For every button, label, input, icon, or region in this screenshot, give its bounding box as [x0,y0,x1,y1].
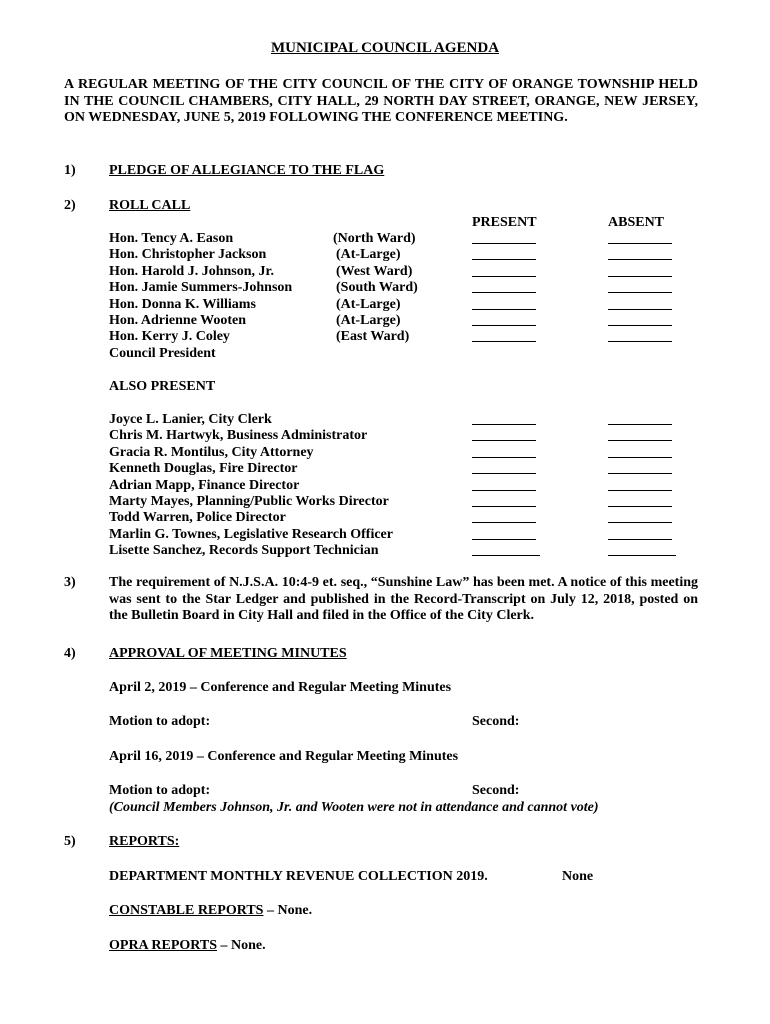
motion-label: Motion to adopt: [109,783,211,798]
present-blank-line [472,461,536,474]
staff-name: Kenneth Douglas, Fire Director [109,461,298,477]
present-blank-line [472,297,536,310]
present-column-header: PRESENT [472,215,537,230]
constable-reports [109,903,312,920]
opra-reports [109,938,266,955]
council-president-label: Council President [109,346,216,361]
present-blank-line [472,428,536,441]
item-number-4: 4) [64,646,76,661]
absent-blank-line [608,264,672,277]
staff-name: Joyce L. Lanier, City Clerk [109,412,272,427]
council-member-ward: (South Ward) [336,280,418,296]
council-member-name: Hon. Christopher Jackson [109,247,267,263]
staff-name: Chris M. Hartwyk, Business Administrator [109,428,368,444]
absent-blank-line [608,543,676,556]
opra-reports-label: OPRA REPORTS [109,938,218,953]
item-number-2: 2) [64,198,76,213]
present-blank-line [472,510,536,523]
reports-heading: REPORTS: [109,834,180,849]
present-blank-line [472,264,536,277]
council-member-name: Hon. Kerry J. Coley [109,329,230,345]
absent-blank-line [608,510,672,523]
meeting-intro: A REGULAR MEETING OF THE CITY COUNCIL OF THE CITY OF ORANGE TOWNSHIP HELD IN THE COUNCIL CHAMBERS, CITY HALL, 29 NORTH DAY STREET, ORANGE, NEW JERSEY, ON WEDNESDAY, JUNE 5, 2019 FOLLOWING THE CONFERENCE MEETING. [64,77,698,125]
staff-name: Adrian Mapp, Finance Director [109,477,300,493]
absent-blank-line [608,478,672,491]
dept-revenue-report: DEPARTMENT MONTHLY REVENUE COLLECTION 2019. [109,869,488,884]
constable-reports-value: – None. [263,903,313,918]
minutes-heading: APPROVAL OF MEETING MINUTES [109,646,347,661]
present-blank-line [472,478,536,491]
absent-blank-line [608,527,672,540]
council-member-ward: (East Ward) [336,329,410,345]
opra-reports-value: – None. [217,938,266,953]
absent-blank-line [608,445,672,458]
absent-blank-line [608,247,672,260]
council-member-ward: (At-Large) [336,313,401,328]
absent-blank-line [608,412,672,425]
roll-call-heading: ROLL CALL [109,198,191,213]
council-member-name: Hon. Donna K. Williams [109,296,256,312]
item-number-1: 1) [64,163,76,178]
motion-label: Motion to adopt: [109,714,211,729]
staff-name: Marty Mayes, Planning/Public Works Director [109,494,389,509]
present-blank-line [472,527,536,540]
sunshine-law-notice: The requirement of N.J.S.A. 10:4-9 et. seq., “Sunshine Law” has been met. A notice of this meeting was sent to the Star Ledger and published in the Record-Transcript on July 12, 2018, posted on the Bulletin Board in City Hall and filed in the Office of the City Clerk. [109,575,698,623]
council-member-name: Hon. Adrienne Wooten [109,313,247,328]
council-member-ward: (North Ward) [333,231,416,246]
staff-name: Lisette Sanchez, Records Support Technician [109,543,379,559]
present-blank-line [472,412,536,425]
attendance-note: (Council Members Johnson, Jr. and Wooten were not in attendance and cannot vote) [109,800,599,815]
absent-blank-line [608,297,672,310]
present-blank-line [472,231,536,244]
constable-reports-label: CONSTABLE REPORTS [109,903,264,918]
pledge-heading: PLEDGE OF ALLEGIANCE TO THE FLAG [109,163,385,178]
absent-blank-line [608,231,672,244]
absent-blank-line [608,329,672,342]
absent-blank-line [608,280,672,293]
item-number-5: 5) [64,834,76,849]
present-blank-line [472,329,536,342]
absent-blank-line [608,494,672,507]
absent-blank-line [608,428,672,441]
council-member-ward: (West Ward) [336,263,413,279]
page-title: MUNICIPAL COUNCIL AGENDA [270,40,500,56]
absent-blank-line [608,313,672,326]
council-member-ward: (At-Large) [336,247,401,263]
staff-name: Gracia R. Montilus, City Attorney [109,444,314,460]
staff-name: Marlin G. Townes, Legislative Research Officer [109,526,393,542]
present-blank-line [472,280,536,293]
council-member-ward: (At-Large) [336,296,401,312]
present-blank-line [472,247,536,260]
council-member-name: Hon. Jamie Summers-Johnson [109,280,293,296]
present-blank-line [472,313,536,326]
present-blank-line [472,494,536,507]
council-member-name: Hon. Tency A. Eason [109,231,234,246]
present-blank-line [472,543,540,556]
second-label: Second: [472,783,520,798]
absent-blank-line [608,461,672,474]
also-present-heading: ALSO PRESENT [109,379,216,394]
council-member-name: Hon. Harold J. Johnson, Jr. [109,263,274,279]
minutes-april-16: April 16, 2019 – Conference and Regular Meeting Minutes [109,749,459,764]
second-label: Second: [472,714,520,729]
staff-name: Todd Warren, Police Director [109,510,286,526]
absent-column-header: ABSENT [608,215,665,230]
minutes-april-2: April 2, 2019 – Conference and Regular Meeting Minutes [109,680,452,695]
item-number-3: 3) [64,575,76,590]
present-blank-line [472,445,536,458]
dept-revenue-value: None [562,869,594,884]
